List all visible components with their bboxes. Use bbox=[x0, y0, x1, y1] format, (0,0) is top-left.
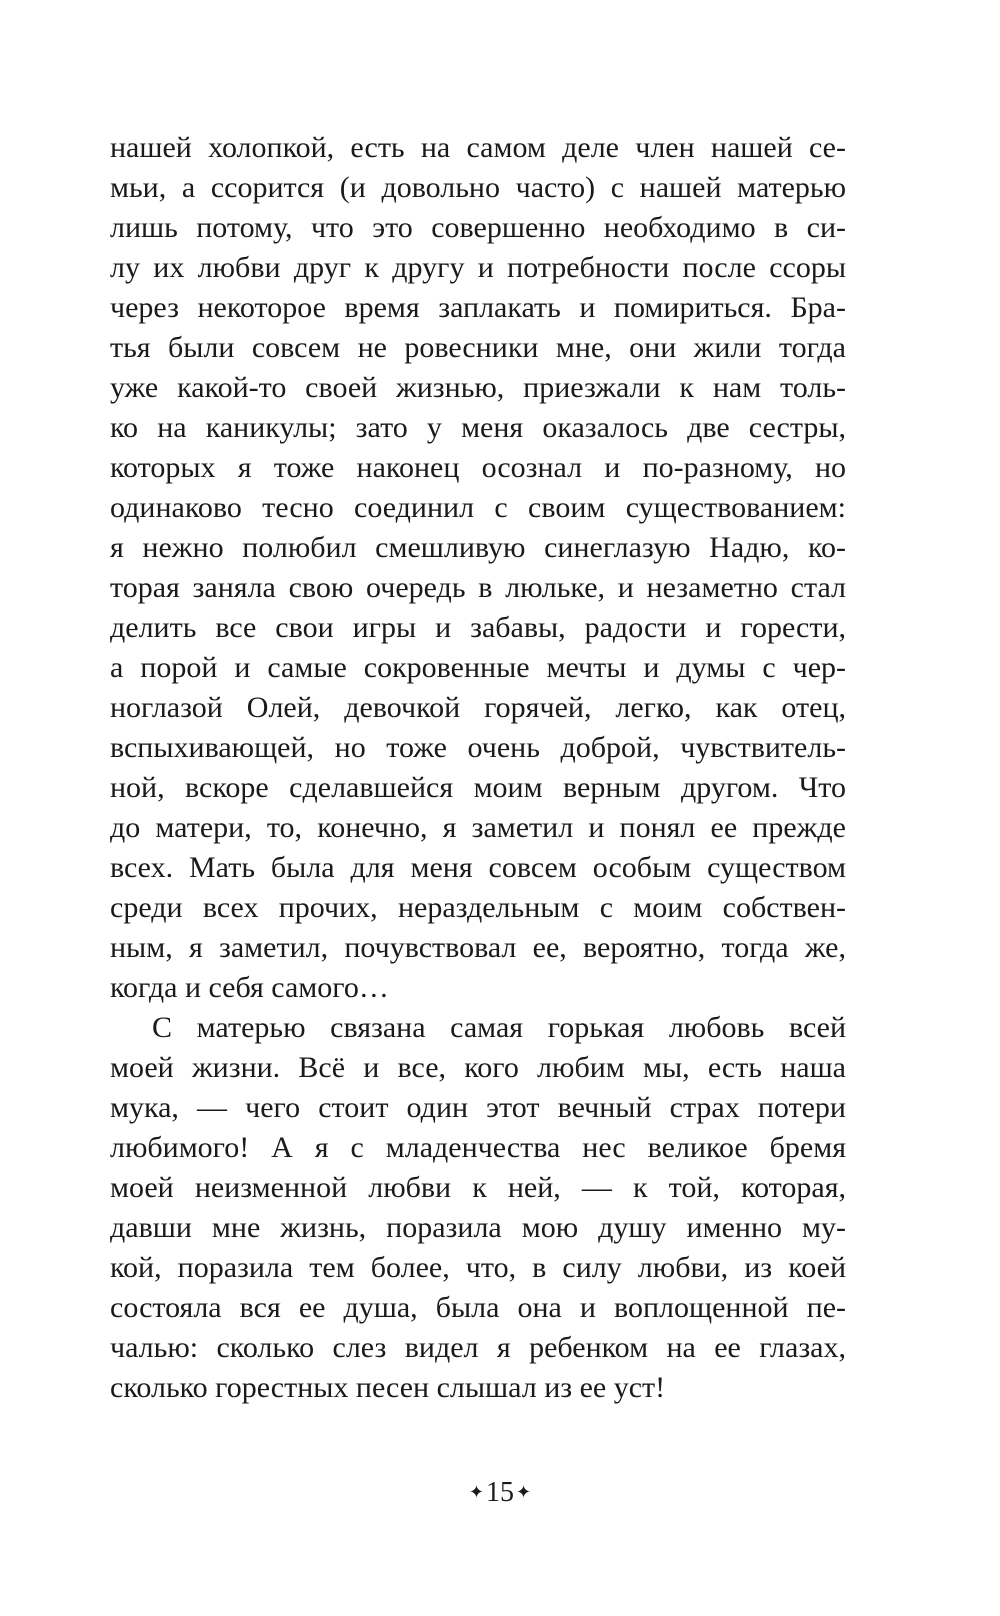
star-ornament-icon: ✦ bbox=[468, 1482, 484, 1502]
text-line: через некоторое время заплакать и помириться. Бра- bbox=[110, 291, 846, 324]
text-line: кой, поразила тем более, что, в силу любви, из коей bbox=[110, 1251, 846, 1284]
text-line: ноглазой Олей, девочкой горячей, легко, как отец, bbox=[110, 691, 846, 724]
star-ornament-icon: ✦ bbox=[516, 1482, 532, 1502]
paragraph-start-line: С матерью связана самая горькая любовь всей bbox=[152, 1011, 846, 1044]
text-line: а порой и самые сокровенные мечты и думы с чер- bbox=[110, 651, 846, 684]
text-line: всех. Мать была для меня совсем особым существом bbox=[110, 851, 846, 884]
text-line: состояла вся ее душа, была она и воплощенной пе- bbox=[110, 1291, 846, 1324]
text-line: моей неизменной любви к ней, — к той, которая, bbox=[110, 1171, 846, 1204]
text-line: которых я тоже наконец осознал и по-разному, но bbox=[110, 451, 846, 484]
text-line: я нежно полюбил смешливую синеглазую Надю, ко- bbox=[110, 531, 846, 564]
text-line: одинаково тесно соединил с своим существованием: bbox=[110, 491, 846, 524]
text-line: давши мне жизнь, поразила мою душу именно му- bbox=[110, 1211, 846, 1244]
text-line: лишь потому, что это совершенно необходимо в си- bbox=[110, 211, 846, 244]
text-line: моей жизни. Всё и все, кого любим мы, есть наша bbox=[110, 1051, 846, 1084]
text-line: ко на каникулы; зато у меня оказалось две сестры, bbox=[110, 411, 846, 444]
text-line: торая заняла свою очередь в люльке, и незаметно стал bbox=[110, 571, 846, 604]
text-line: мьи, а ссорится (и довольно часто) с нашей матерью bbox=[110, 171, 846, 204]
text-line: ной, вскоре сделавшейся моим верным другом. Что bbox=[110, 771, 846, 804]
text-line: до матери, то, конечно, я заметил и понял ее прежде bbox=[110, 811, 846, 844]
paragraph-end-line: когда и себя самого… bbox=[110, 971, 389, 1004]
text-line: лу их любви друг к другу и потребности после ссоры bbox=[110, 251, 846, 284]
text-line: тья были совсем не ровесники мне, они жили тогда bbox=[110, 331, 846, 364]
page-number-folio bbox=[0, 1472, 1000, 1512]
text-line: чалью: сколько слез видел я ребенком на ее глазах, bbox=[110, 1331, 846, 1364]
body-text bbox=[110, 128, 846, 1408]
text-line: делить все свои игры и забавы, радости и горести, bbox=[110, 611, 846, 644]
page-number: 15 bbox=[486, 1477, 514, 1508]
text-line: мука, — чего стоит один этот вечный страх потери bbox=[110, 1091, 846, 1124]
text-line: вспыхивающей, но тоже очень доброй, чувствитель- bbox=[110, 731, 846, 764]
paragraph-end-line: сколько горестных песен слышал из ее уст! bbox=[110, 1371, 666, 1404]
text-line: ным, я заметил, почувствовал ее, вероятно, тогда же, bbox=[110, 931, 846, 964]
text-line: нашей холопкой, есть на самом деле член нашей се- bbox=[110, 131, 846, 164]
text-line: уже какой-то своей жизнью, приезжали к нам толь- bbox=[110, 371, 846, 404]
text-line: любимого! А я с младенчества нес великое бремя bbox=[110, 1131, 846, 1164]
text-line: среди всех прочих, нераздельным с моим собствен- bbox=[110, 891, 846, 924]
